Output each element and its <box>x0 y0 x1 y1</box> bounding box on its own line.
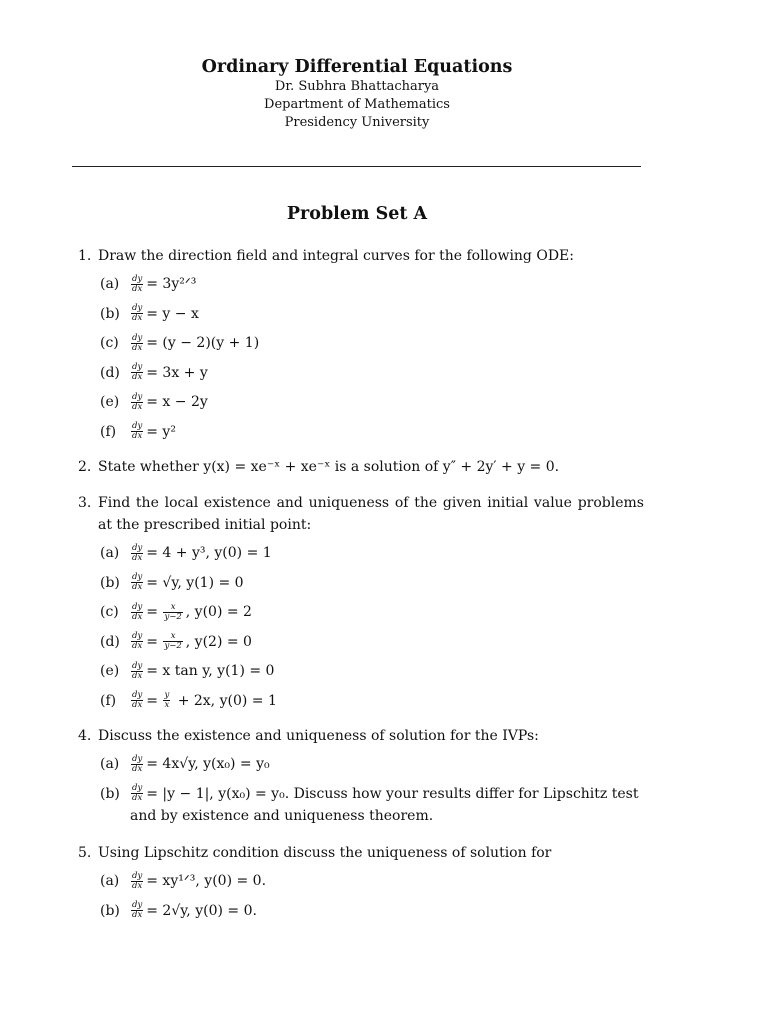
part-label: (a) <box>100 276 120 292</box>
part-label: (d) <box>100 633 120 650</box>
equation-rhs: = 4x√y, y(x₀) = y₀ <box>146 756 270 772</box>
problem-1 <box>78 245 644 450</box>
part-label: (b) <box>100 785 120 802</box>
part-label: (a) <box>100 873 120 889</box>
problem-text: Discuss the existence and uniqueness of solution for the IVPs: <box>98 728 539 744</box>
problem-part <box>100 660 644 690</box>
equation <box>130 421 644 443</box>
equation <box>130 362 644 384</box>
derivative-fraction: $\frac{dy}{dx}$ <box>132 753 143 774</box>
problem-number: 3. <box>78 495 92 511</box>
derivative-fraction: $\frac{dy}{dx}$ <box>132 783 143 804</box>
derivative-fraction: $\frac{dy}{dx}$ <box>132 900 143 921</box>
problem-parts <box>100 542 644 719</box>
derivative-fraction: $\frac{dy}{dx}$ <box>132 542 143 563</box>
university-name: Presidency University <box>284 115 430 130</box>
problem-number: 5. <box>78 845 92 861</box>
equation <box>130 631 644 653</box>
problem-number: 4. <box>78 728 92 744</box>
derivative-fraction: $\frac{dy}{dx}$ <box>132 660 143 681</box>
equation-rhs: = 2√y, y(0) = 0. <box>146 902 257 919</box>
equation <box>130 900 644 922</box>
problem-parts <box>100 870 644 929</box>
problem-number: 2. <box>78 459 92 475</box>
equals-sign: = <box>146 604 158 620</box>
part-label: (b) <box>100 305 120 322</box>
part-label: (c) <box>100 335 119 351</box>
equation <box>130 870 644 892</box>
part-label: (e) <box>100 663 120 679</box>
equation <box>130 783 644 827</box>
problem-text: Draw the direction field and integral curves for the following ODE: <box>98 248 574 264</box>
equation-rhs: = x − 2y <box>146 394 208 410</box>
problem-parts <box>100 753 644 827</box>
problem-part <box>100 303 644 333</box>
problem-number: 1. <box>78 248 92 264</box>
author-name: Dr. Subhra Bhattacharya <box>274 79 440 94</box>
part-label: (f) <box>100 423 117 440</box>
equation <box>130 753 644 775</box>
problem-set-title: Problem Set A <box>286 204 428 224</box>
derivative-fraction: $\frac{dy}{dx}$ <box>132 601 143 622</box>
problem-part <box>100 572 644 602</box>
equation <box>130 572 644 594</box>
equation-rhs: = x tan y, y(1) = 0 <box>146 663 275 679</box>
part-label: (f) <box>100 692 117 709</box>
problem-part <box>100 753 644 783</box>
problem-3 <box>78 492 644 719</box>
equals-sign: = <box>146 692 158 709</box>
derivative-fraction: $\frac{dy}{dx}$ <box>132 332 143 353</box>
problem-part <box>100 900 644 930</box>
equation-condition: , y(0) = 2 <box>185 604 252 620</box>
problem-2 <box>78 456 644 478</box>
problem-part <box>100 870 644 900</box>
derivative-fraction: $\frac{dy}{dx}$ <box>132 273 143 294</box>
equation-rhs: = 4 + y³, y(0) = 1 <box>146 545 272 561</box>
document-title: Ordinary Differential Equations <box>201 57 513 77</box>
problem-part <box>100 542 644 572</box>
rhs-fraction: $\frac{y}{x}$ <box>164 690 170 711</box>
derivative-fraction: $\frac{dy}{dx}$ <box>132 690 143 711</box>
problem-part <box>100 273 644 303</box>
equation-condition: , y(2) = 0 <box>185 633 252 650</box>
problem-5 <box>78 842 644 929</box>
equation <box>130 660 644 682</box>
problem-part <box>100 601 644 631</box>
derivative-fraction: $\frac{dy}{dx}$ <box>132 303 143 324</box>
derivative-fraction: $\frac{dy}{dx}$ <box>132 870 143 891</box>
derivative-fraction: $\frac{dy}{dx}$ <box>132 391 143 412</box>
equation <box>130 332 644 354</box>
problem-parts <box>100 273 644 450</box>
part-label: (b) <box>100 902 120 919</box>
part-label: (d) <box>100 364 120 381</box>
problem-part <box>100 783 644 827</box>
part-label: (a) <box>100 545 120 561</box>
problem-4 <box>78 725 644 827</box>
derivative-fraction: $\frac{dy}{dx}$ <box>132 421 143 442</box>
equation <box>130 542 644 564</box>
equals-sign: = <box>146 633 158 650</box>
document-header <box>0 56 714 132</box>
header-divider <box>72 166 641 167</box>
equation-rhs: = 3y²ᐟ³ <box>146 276 197 292</box>
equation-rhs: = |y − 1|, y(x₀) = y₀. Discuss how your results differ for Lipschitz test and by existence and uniqueness theorem. <box>130 785 639 824</box>
problem-part <box>100 362 644 392</box>
equation <box>130 690 644 712</box>
equation <box>130 273 644 295</box>
equation <box>130 391 644 413</box>
rhs-fraction: $\frac{x}{y-2}$ <box>164 631 182 652</box>
equation-rhs: = xy¹ᐟ³, y(0) = 0. <box>146 873 267 889</box>
equation-rhs: = y − x <box>146 305 199 322</box>
problem-part <box>100 332 644 362</box>
problem-part <box>100 631 644 661</box>
equation <box>130 303 644 325</box>
problem-text: Using Lipschitz condition discuss the uniqueness of solution for <box>98 845 552 861</box>
part-label: (c) <box>100 604 119 620</box>
equation-condition: + 2x, y(0) = 1 <box>177 692 277 709</box>
part-label: (b) <box>100 574 120 591</box>
equation-rhs: = √y, y(1) = 0 <box>146 574 244 591</box>
equation-rhs: = y² <box>146 423 176 440</box>
part-label: (e) <box>100 394 120 410</box>
derivative-fraction: $\frac{dy}{dx}$ <box>132 362 143 383</box>
equation-rhs: = 3x + y <box>146 364 208 381</box>
department-name: Department of Mathematics <box>264 97 450 112</box>
problem-text: Find the local existence and uniqueness of the given initial value problems at the prescribed initial point: <box>98 495 644 533</box>
rhs-fraction: $\frac{x}{y-2}$ <box>164 601 182 622</box>
problem-part <box>100 690 644 720</box>
equation-rhs: = (y − 2)(y + 1) <box>146 335 260 351</box>
problem-part <box>100 391 644 421</box>
problem-part <box>100 421 644 451</box>
problem-text: State whether y(x) = xe⁻ˣ + xe⁻ˣ is a solution of y″ + 2y′ + y = 0. <box>98 459 560 475</box>
derivative-fraction: $\frac{dy}{dx}$ <box>132 631 143 652</box>
equation <box>130 601 644 623</box>
derivative-fraction: $\frac{dy}{dx}$ <box>132 572 143 593</box>
part-label: (a) <box>100 756 120 772</box>
